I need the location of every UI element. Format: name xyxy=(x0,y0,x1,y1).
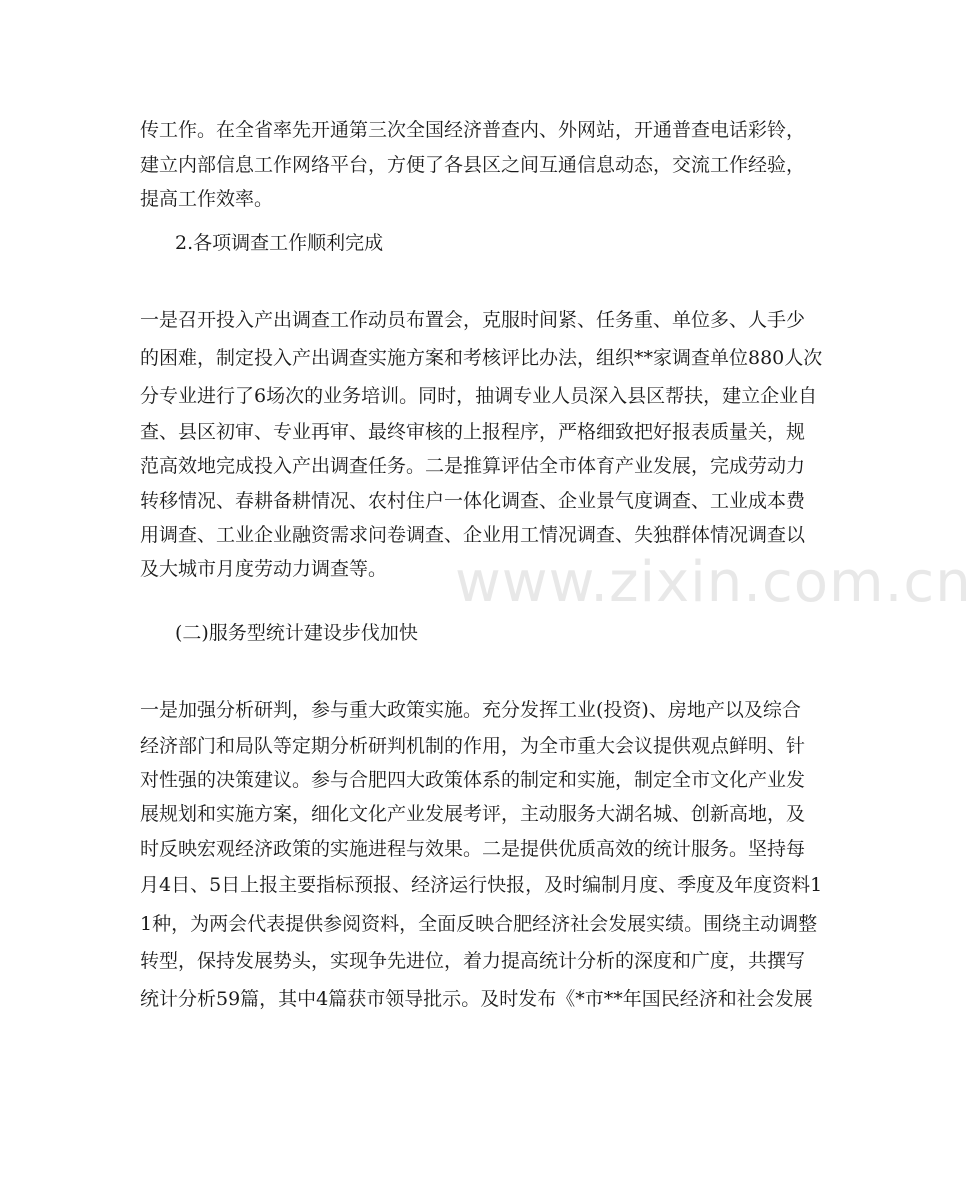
text-line: 经济部门和局队等定期分析研判机制的作用，为全市重大会议提供观点鲜明、针 xyxy=(140,735,806,757)
section-heading: 2.各项调查工作顺利完成 xyxy=(175,232,384,254)
text-line: 范高效地完成投入产出调查任务。二是推算评估全市体育产业发展，完成劳动力 xyxy=(140,455,806,477)
text-line: 展规划和实施方案，细化文化产业发展考评，主动服务大湖名城、创新高地，及 xyxy=(140,803,806,825)
text-line: 统计分析59篇，其中4篇获市领导批示。及时发布《*市**年国民经济和社会发展 xyxy=(140,988,813,1010)
text-line: 月4日、5日上报主要指标预报、经济运行快报，及时编制月度、季度及年度资料1 xyxy=(140,874,823,896)
text-line: 转型，保持发展势头，实现争先进位，着力提高统计分析的深度和广度，共撰写 xyxy=(140,950,806,972)
text-line: 提高工作效率。 xyxy=(140,188,274,210)
text-line: 建立内部信息工作网络平台，方便了各县区之间互通信息动态，交流工作经验， xyxy=(140,154,806,176)
text-line: 时反映宏观经济政策的实施进程与效果。二是提供优质高效的统计服务。坚持每 xyxy=(140,838,806,860)
section-heading: (二)服务型统计建设步伐加快 xyxy=(175,622,418,644)
watermark: www.zixin.com.cn xyxy=(455,550,972,615)
text-line: 的困难，制定投入产出调查实施方案和考核评比办法，组织**家调查单位880人次 xyxy=(140,347,823,369)
text-line: 分专业进行了6场次的业务培训。同时，抽调专业人员深入县区帮扶，建立企业自 xyxy=(140,385,818,407)
text-line: 1种，为两会代表提供参阅资料，全面反映合肥经济社会发展实绩。围绕主动调整 xyxy=(140,913,818,935)
text-line: 转移情况、春耕备耕情况、农村住户一体化调查、企业景气度调查、工业成本费 xyxy=(140,490,806,512)
text-line: 传工作。在全省率先开通第三次全国经济普查内、外网站，开通普查电话彩铃， xyxy=(140,119,806,141)
text-line: 一是召开投入产出调查工作动员布置会，克服时间紧、任务重、单位多、人手少 xyxy=(140,309,806,331)
text-line: 及大城市月度劳动力调查等。 xyxy=(140,558,388,580)
text-line: 用调查、工业企业融资需求问卷调查、企业用工情况调查、失独群体情况调查以 xyxy=(140,524,806,546)
text-line: 一是加强分析研判，参与重大政策实施。充分发挥工业(投资)、房地产以及综合 xyxy=(140,699,801,721)
text-line: 查、县区初审、专业再审、最终审核的上报程序，严格细致把好报表质量关，规 xyxy=(140,421,806,443)
text-line: 对性强的决策建议。参与合肥四大政策体系的制定和实施，制定全市文化产业发 xyxy=(140,769,806,791)
